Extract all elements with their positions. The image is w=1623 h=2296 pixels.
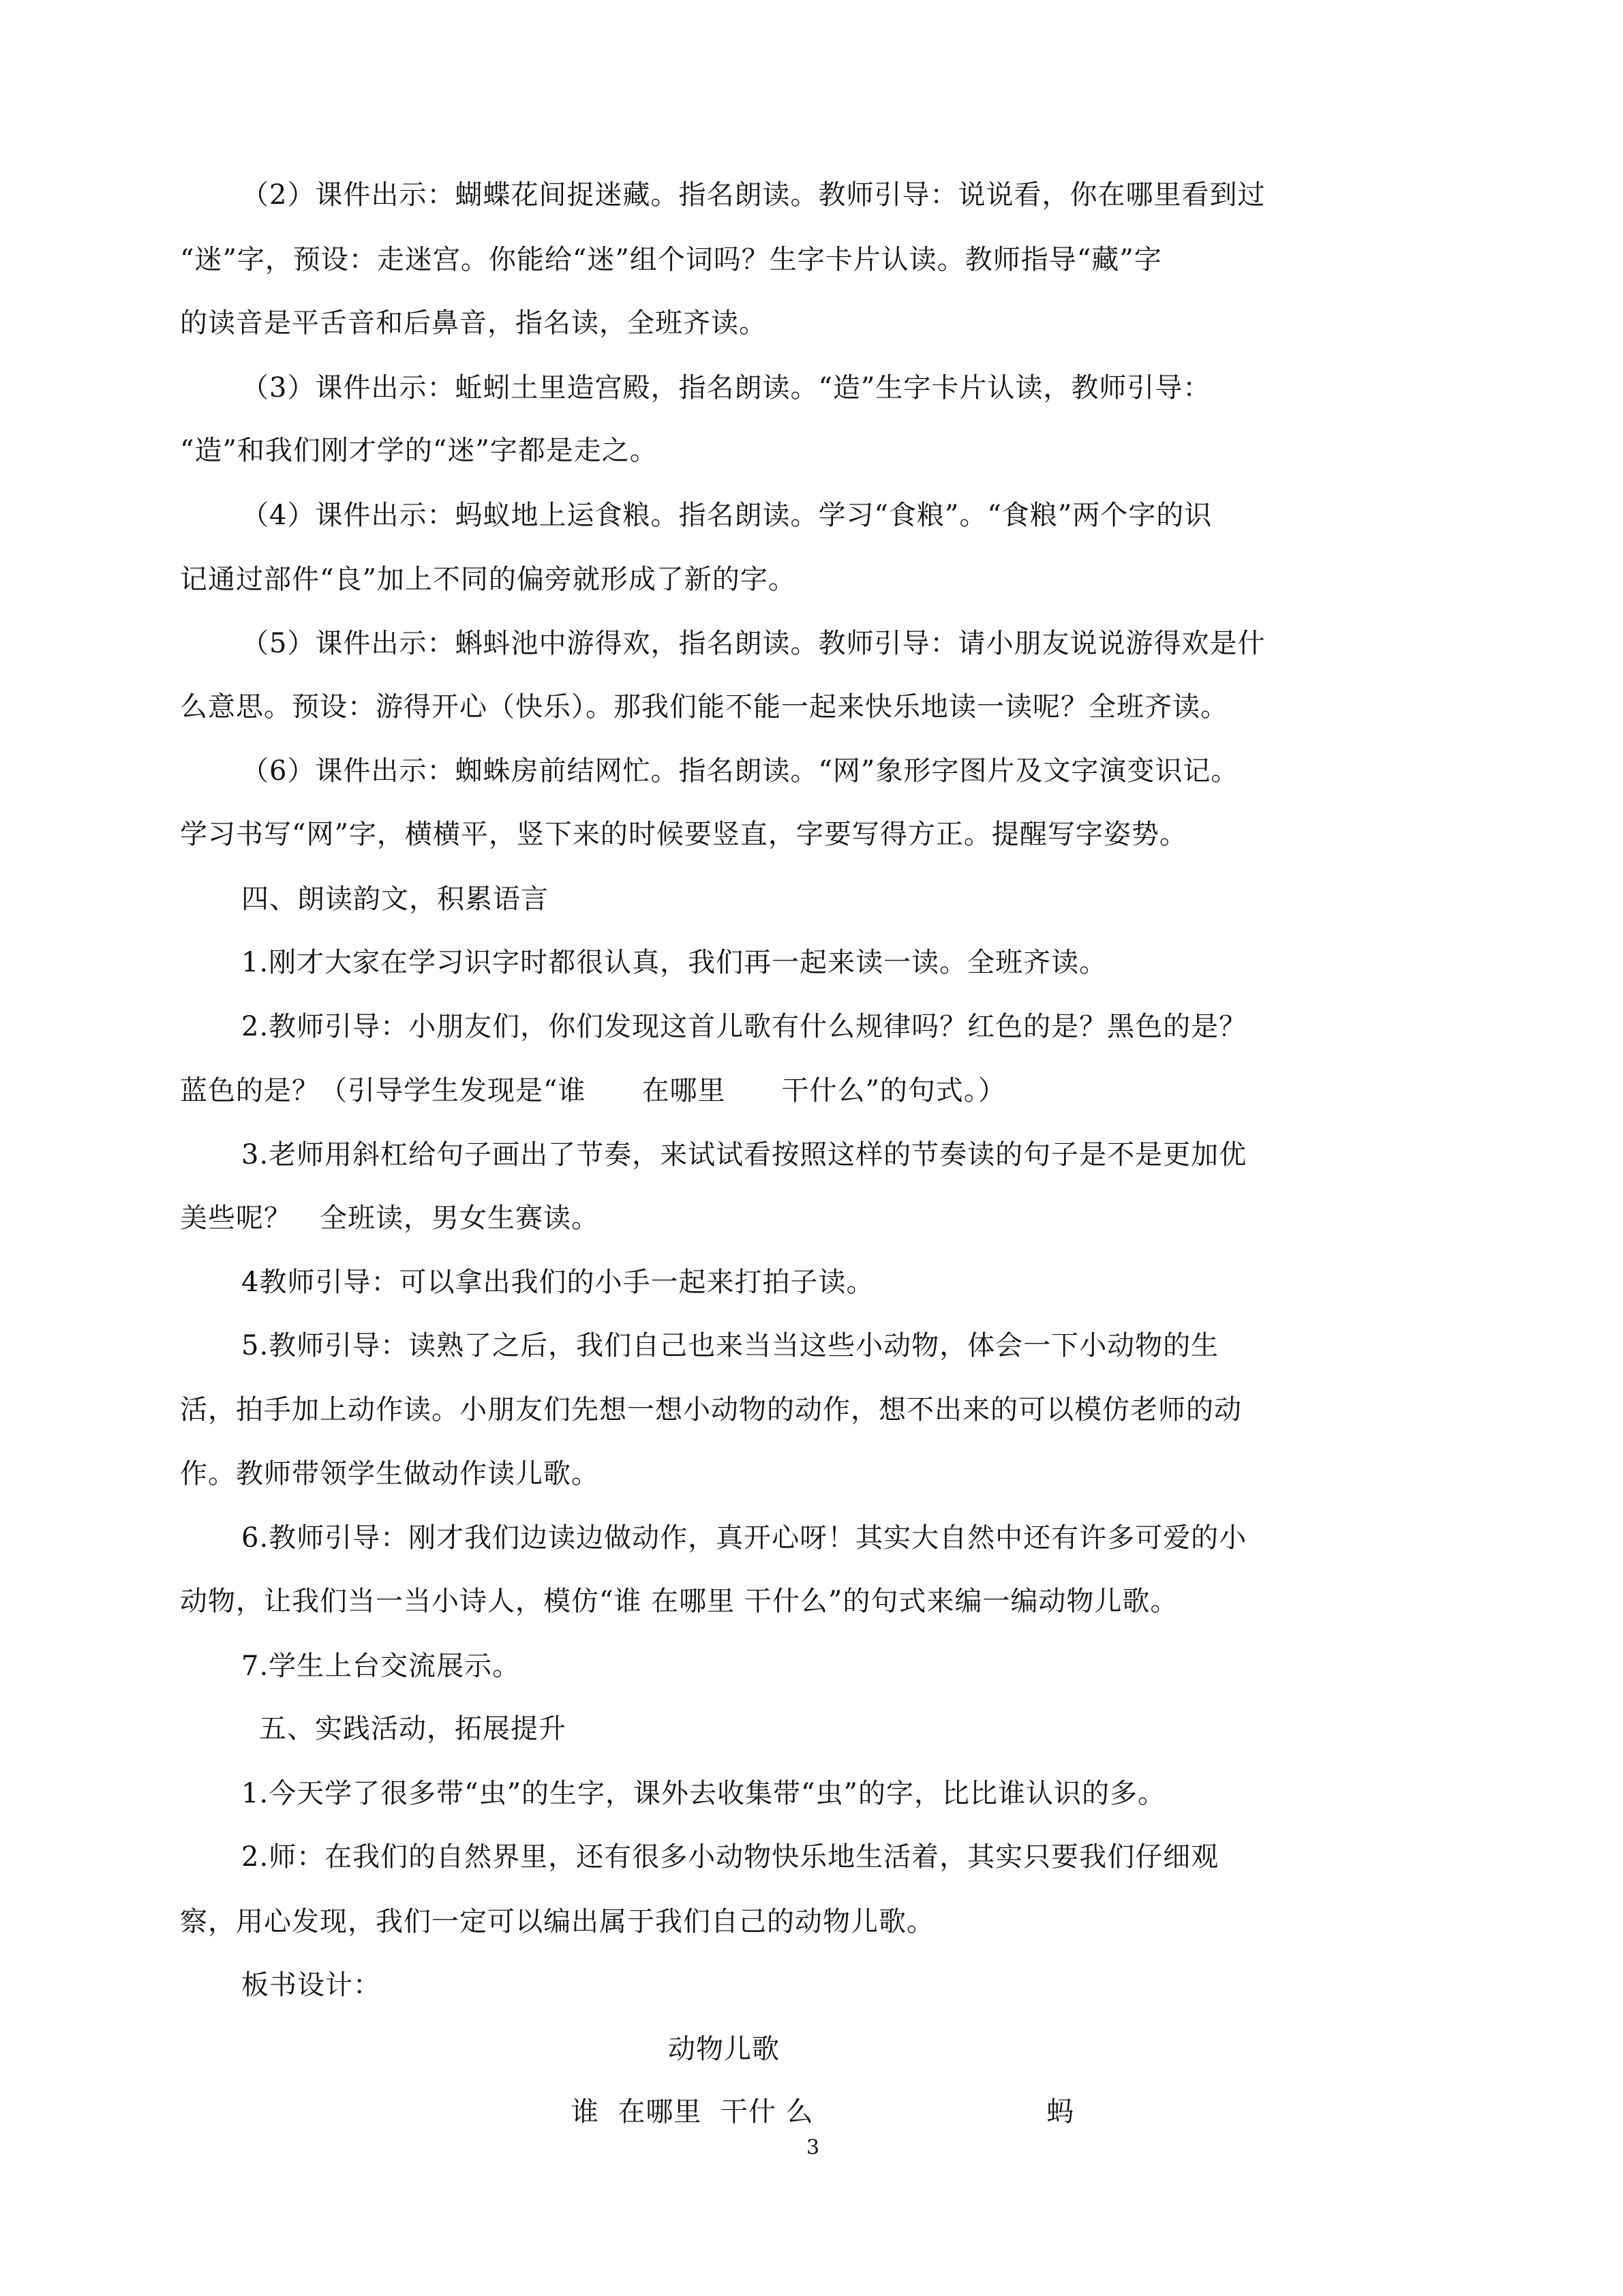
text-line: 美些呢？ 全班读，男女生赛读。 bbox=[180, 1203, 599, 1234]
text-line: 3.老师用斜杠给句子画出了节奏，来试试看按照这样的节奏读的句子是不是更加优 bbox=[241, 1139, 1247, 1170]
text-line: （2）课件出示：蝴蝶花间捉迷藏。指名朗读。教师引导：说说看，你在哪里看到过 bbox=[241, 179, 1266, 211]
text-line: 记通过部件“良”加上不同的偏旁就形成了新的字。 bbox=[180, 564, 796, 595]
text-line: “迷”字，预设：走迷宫。你能给“迷”组个词吗？生字卡片认读。教师指导“藏”字 bbox=[180, 244, 1162, 275]
text-line: 7.学生上台交流展示。 bbox=[241, 1650, 521, 1682]
text-line: 动物，让我们当一当小诗人，模仿“谁 在哪里 干什么”的句式来编一编动物儿歌。 bbox=[180, 1586, 1179, 1617]
text-line: 作。教师带领学生做动作读儿歌。 bbox=[180, 1458, 599, 1490]
text-line: 察，用心发现，我们一定可以编出属于我们自己的动物儿歌。 bbox=[180, 1906, 935, 1937]
text-line: 5.教师引导：读熟了之后，我们自己也来当当这些小动物，体会一下小动物的生 bbox=[241, 1330, 1219, 1361]
text-line: （3）课件出示：蚯蚓土里造宫殿，指名朗读。“造”生字卡片认读，教师引导： bbox=[241, 372, 1211, 404]
text-line: 活，拍手加上动作读。小朋友们先想一想小动物的动作，想不出来的可以模仿老师的动 bbox=[180, 1394, 1242, 1425]
text-line: 学习书写“网”字，横横平，竖下来的时候要竖直，字要写得方正。提醒写字姿势。 bbox=[180, 819, 1187, 850]
text-line: 2.师：在我们的自然界里，还有很多小动物快乐地生活着，其实只要我们仔细观 bbox=[241, 1841, 1219, 1873]
board-design-label: 板书设计： bbox=[241, 1969, 381, 2001]
text-line: 1.刚才大家在学习识字时都很认真，我们再一起来读一读。全班齐读。 bbox=[241, 947, 1108, 978]
text-line: （6）课件出示：蜘蛛房前结网忙。指名朗读。“网”象形字图片及文字演变识记。 bbox=[241, 755, 1239, 787]
text-line: “造”和我们刚才学的“迷”字都是走之。 bbox=[180, 435, 658, 466]
text-line: 的读音是平舌音和后鼻音，指名读，全班齐读。 bbox=[180, 307, 767, 339]
text-line: 6.教师引导：刚才我们边读边做动作，真开心呀！其实大自然中还有许多可爱的小 bbox=[241, 1522, 1247, 1554]
text-line: 么意思。预设：游得开心（快乐）。那我们能不能一起来快乐地读一读呢？全班齐读。 bbox=[180, 691, 1228, 723]
text-line: （5）课件出示：蝌蚪池中游得欢，指名朗读。教师引导：请小朋友说说游得欢是什 bbox=[241, 628, 1266, 659]
board-char: 蚂 bbox=[1046, 2096, 1074, 2128]
text-line: 4教师引导：可以拿出我们的小手一起来打拍子读。 bbox=[241, 1267, 875, 1298]
board-pattern: 谁 在哪里 干什 么 bbox=[571, 2096, 814, 2128]
text-line: 蓝色的是？（引导学生发现是“谁 在哪里 干什么”的句式。） bbox=[180, 1075, 1006, 1106]
section-heading: 四、朗读韵文，积累语言 bbox=[241, 883, 549, 915]
text-line: 2.教师引导：小朋友们，你们发现这首儿歌有什么规律吗？红色的是？黑色的是？ bbox=[241, 1011, 1247, 1042]
text-line: （4）课件出示：蚂蚁地上运食粮。指名朗读。学习“食粮”。“食粮”两个字的识 bbox=[241, 500, 1213, 531]
board-title: 动物儿歌 bbox=[668, 2034, 780, 2065]
text-line: 1.今天学了很多带“虫”的生字，课外去收集带“虫”的字，比比谁认识的多。 bbox=[241, 1778, 1166, 1809]
section-heading: 五、实践活动，拓展提升 bbox=[259, 1713, 566, 1744]
page-number: 3 bbox=[806, 2136, 820, 2160]
